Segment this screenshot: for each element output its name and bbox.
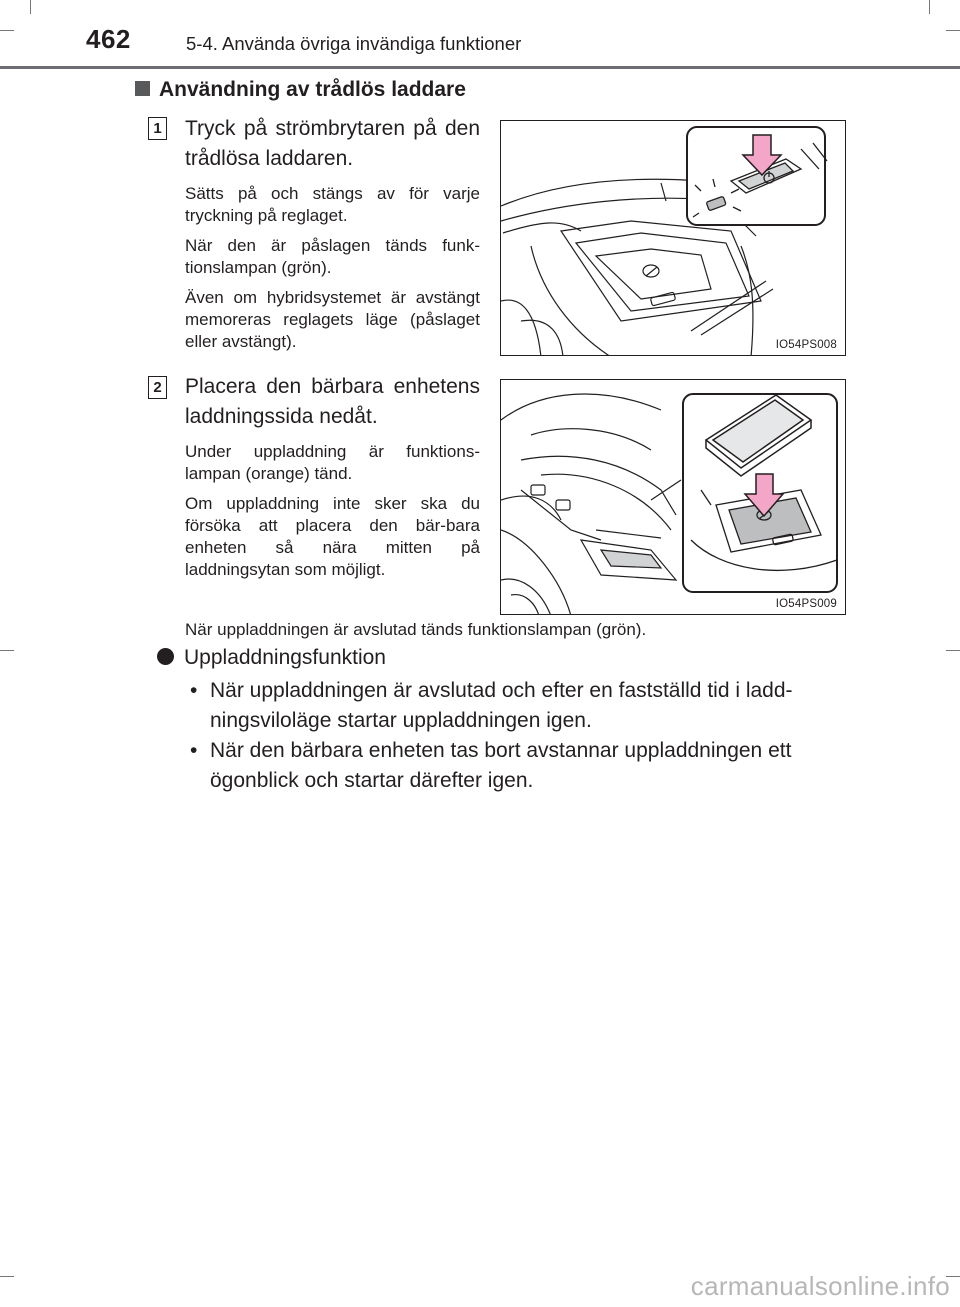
step-1-note: Även om hybridsystemet är avstängt memoreras reglagets läge (påslaget eller avstängt). [185,288,480,351]
round-bullet-icon [157,648,174,665]
list-item: • När uppladdningen är avslutad och efter en fastställd tid i ladd-ningsviloläge startar uppladdningen igen. [190,676,850,736]
step-1-note: När den är påslagen tänds funk-tionslampan (grön). [185,236,480,277]
section-header: 5-4. Använda övriga invändiga funktioner [186,33,522,54]
completion-note: När uppladdningen är avslutad tänds funktionslampan (grön). [185,620,647,639]
crop-mark [0,1276,14,1277]
figure-code: IO54PS009 [775,598,837,610]
step-2-title: Placera den bärbara enhetens laddningssida nedåt. [185,375,480,428]
illustration-phone-placement [500,379,846,615]
list-item: • När den bärbara enheten tas bort avstannar uppladdningen ett ögonblick och startar därefter igen. [190,736,850,796]
recharge-heading [157,646,386,670]
step-2-note: Under uppladdning är funktions-lampan (orange) tänd. [185,442,480,483]
subheading [135,78,466,102]
page-number: 462 [86,24,131,54]
crop-mark [929,0,930,14]
phone-placement-drawing [501,380,846,615]
header-rule [0,66,960,69]
figure-code: IO54PS008 [775,339,837,351]
crop-mark [0,30,14,31]
recharge-list [190,676,850,796]
square-bullet-icon [135,81,150,96]
step-number-1: 1 [148,117,167,140]
illustration-charger-switch [500,120,846,356]
step-2-note: Om uppladdning inte sker ska du försöka att placera den bär-bara enheten så nära mitten på laddningsytan som möjligt. [185,494,480,579]
step-1-text [185,114,480,361]
crop-mark [946,30,960,31]
step-2-text [185,372,480,589]
step-1-note: Sätts på och stängs av för varje tryckning på reglaget. [185,184,480,225]
step-1-title: Tryck på strömbrytaren på den trådlösa laddaren. [185,117,480,170]
charger-console-drawing [501,121,846,356]
crop-mark [946,650,960,651]
watermark: carmanualsonline.info [690,1271,950,1301]
step-number-2: 2 [148,376,167,399]
crop-mark [30,0,31,14]
subheading-text: Användning av trådlös laddare [159,78,466,101]
crop-mark [0,650,14,651]
recharge-heading-text: Uppladdningsfunktion [184,646,386,669]
